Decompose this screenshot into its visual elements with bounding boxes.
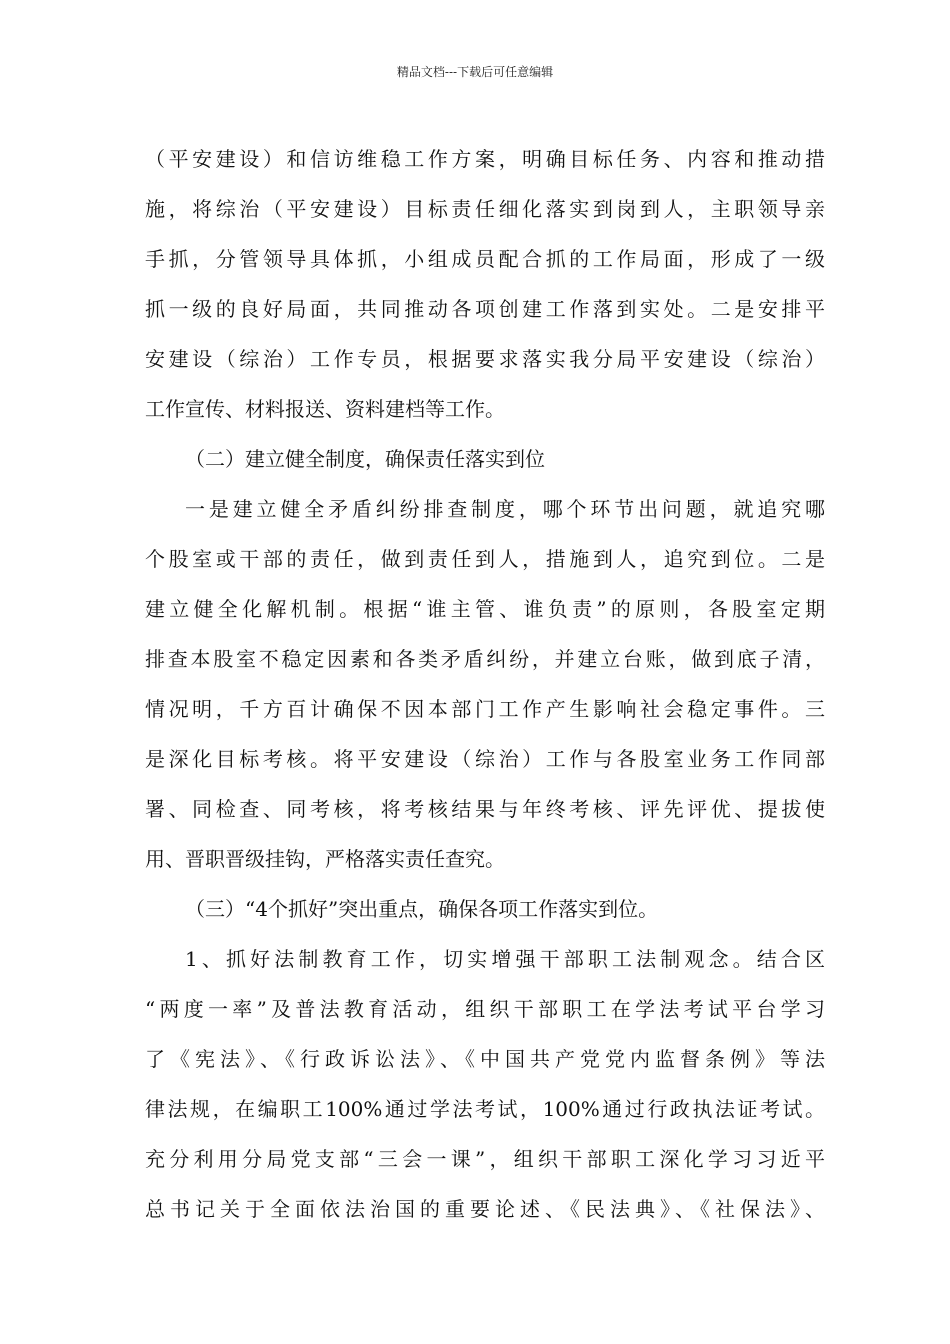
text-line: 用、晋职晋级挂钩，严格落实责任查究。 (145, 847, 505, 871)
section-heading: （三）“4个抓好”突出重点，确保各项工作落实到位。 (185, 897, 659, 921)
text-line: 一是建立健全矛盾纠纷排查制度，哪个环节出问题，就追究哪 (185, 497, 825, 521)
text-line: 总书记关于全面依法治国的重要论述、《民法典》、《社保法》、 (145, 1197, 825, 1221)
text-line: 是深化目标考核。将平安建设（综治）工作与各股室业务工作同部 (145, 747, 825, 771)
text-line: 手抓，分管领导具体抓，小组成员配合抓的工作局面，形成了一级 (145, 247, 825, 271)
text-line: 署、同检查、同考核，将考核结果与年终考核、评先评优、提拔使 (145, 797, 825, 821)
text-line: 律法规，在编职工100%通过学法考试，100%通过行政执法证考试。 (145, 1097, 825, 1121)
text-line: 了《宪法》、《行政诉讼法》、《中国共产党党内监督条例》等法 (145, 1047, 825, 1071)
text-line: 充分利用分局党支部“三会一课”，组织干部职工深化学习习近平 (145, 1147, 825, 1171)
text-line: 建立健全化解机制。根据“谁主管、谁负责”的原则，各股室定期 (145, 597, 825, 621)
section-heading: （二）建立健全制度，确保责任落实到位 (185, 447, 545, 471)
text-line: 1、抓好法制教育工作，切实增强干部职工法制观念。结合区 (185, 947, 825, 971)
text-line: 情况明，千方百计确保不因本部门工作产生影响社会稳定事件。三 (145, 697, 825, 721)
text-line: “两度一率”及普法教育活动，组织干部职工在学法考试平台学习 (145, 997, 825, 1021)
text-line: 个股室或干部的责任，做到责任到人，措施到人，追究到位。二是 (145, 547, 825, 571)
text-line: （平安建设）和信访维稳工作方案，明确目标任务、内容和推动措 (145, 147, 825, 171)
text-line: 抓一级的良好局面，共同推动各项创建工作落到实处。二是安排平 (145, 297, 825, 321)
text-line: 排查本股室不稳定因素和各类矛盾纠纷，并建立台账，做到底子清， (145, 647, 825, 671)
page-header: 精品文档---下载后可任意编辑 (396, 65, 554, 79)
text-line: 施，将综治（平安建设）目标责任细化落实到岗到人，主职领导亲 (145, 197, 825, 221)
text-line: 工作宣传、材料报送、资料建档等工作。 (145, 397, 505, 421)
document-body (145, 134, 825, 1234)
text-line: 安建设（综治）工作专员，根据要求落实我分局平安建设（综治） (145, 347, 825, 371)
